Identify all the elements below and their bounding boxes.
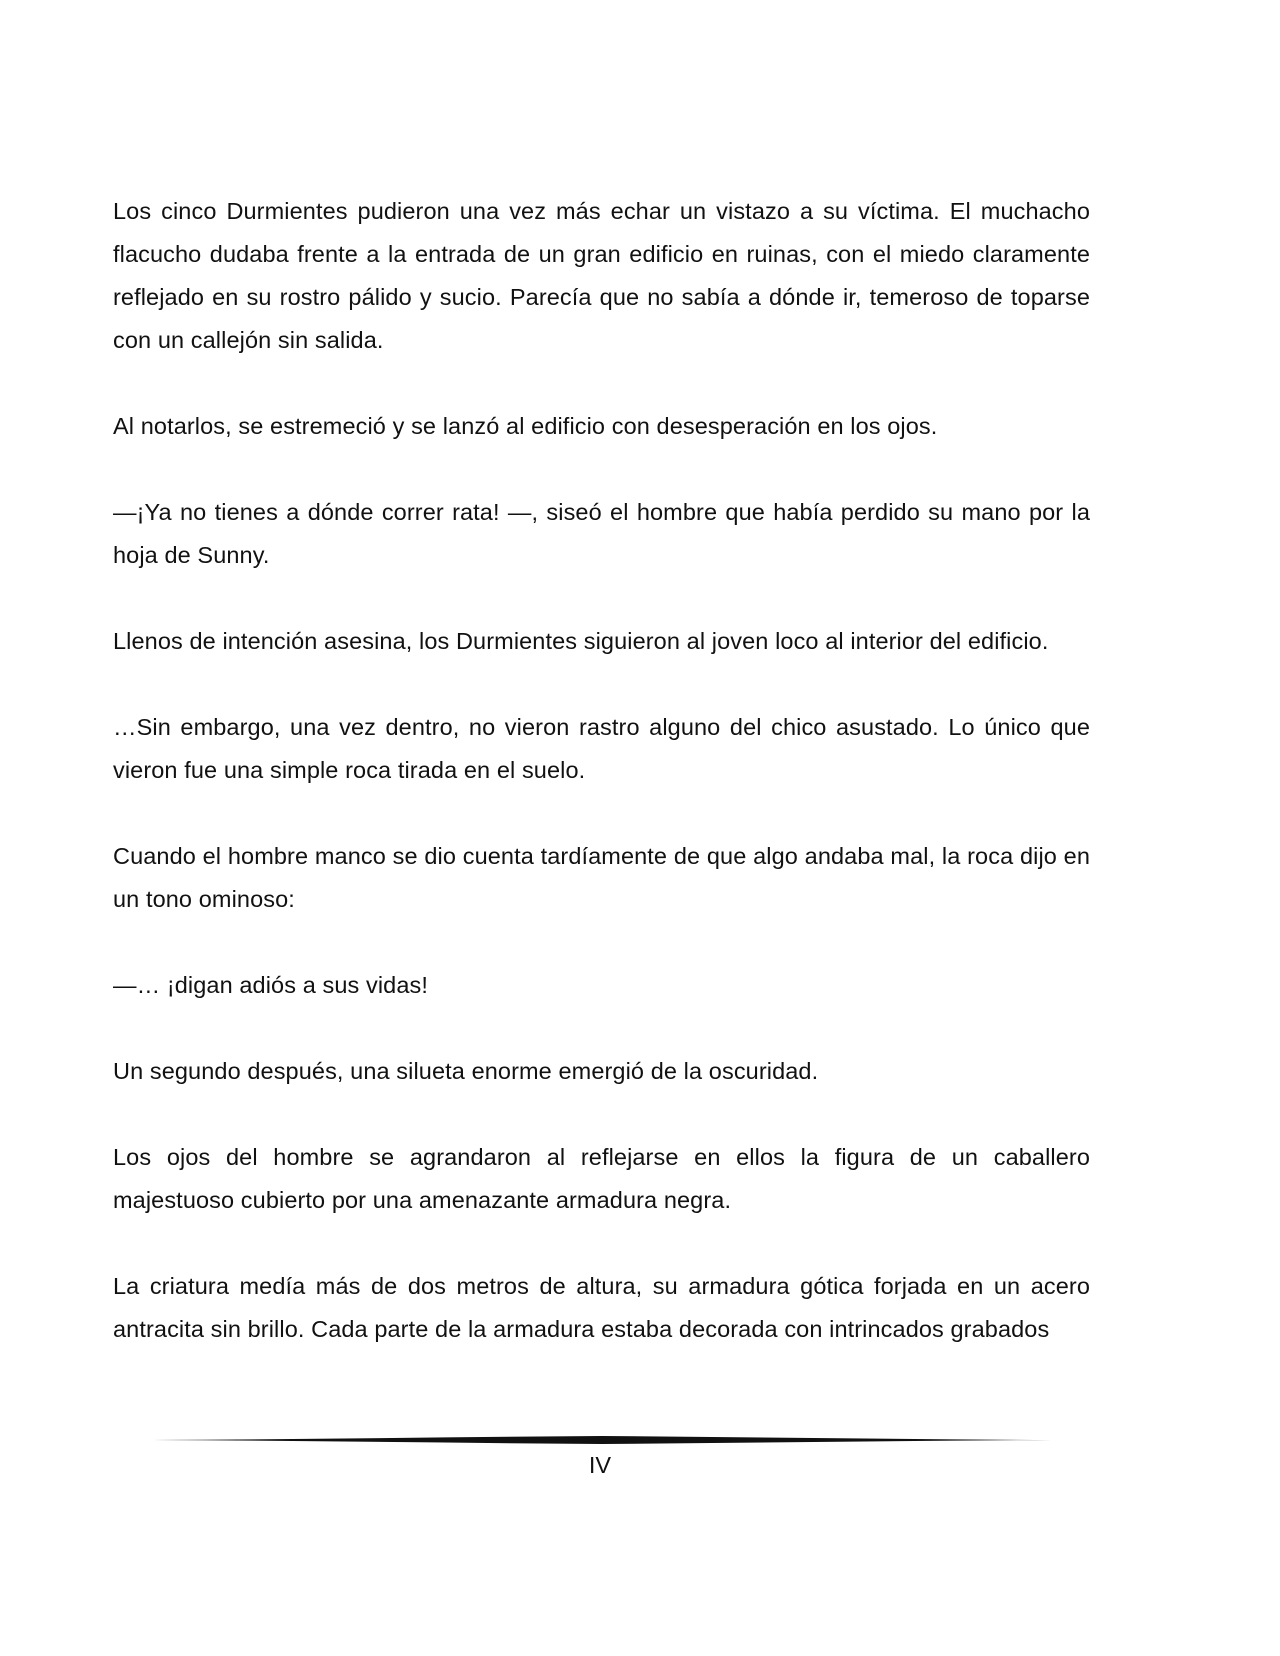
paragraph-4: Llenos de intención asesina, los Durmientes siguieron al joven loco al interior del edificio. xyxy=(113,628,1049,654)
paragraph-7: —… ¡digan adiós a sus vidas! xyxy=(113,972,428,998)
paragraph-6: Cuando el hombre manco se dio cuenta tardíamente de que algo andaba mal, la roca dijo en un tono ominoso: xyxy=(113,843,1090,912)
paragraph-10: La criatura medía más de dos metros de altura, su armadura gótica forjada en un acero antracita sin brillo. Cada parte de la armadura estaba decorada con intrincados grabados xyxy=(113,1273,1090,1342)
footer-divider xyxy=(152,1435,1052,1445)
paragraph-5: …Sin embargo, una vez dentro, no vieron rastro alguno del chico asustado. Lo único que vieron fue una simple roca tirada en el suelo. xyxy=(113,714,1090,783)
paragraph-9: Los ojos del hombre se agrandaron al reflejarse en ellos la figura de un caballero majestuoso cubierto por una amenazante armadura negra. xyxy=(113,1144,1090,1213)
paragraph-1: Los cinco Durmientes pudieron una vez más echar un vistazo a su víctima. El muchacho flacucho dudaba frente a la entrada de un gran edificio en ruinas, con el miedo claramente reflejado en su rostro pálido y sucio. Parecía que no sabía a dónde ir, temeroso de toparse con un callejón sin salida. xyxy=(113,198,1090,353)
page-number: IV xyxy=(588,1452,612,1478)
page-body xyxy=(113,190,1090,1394)
paragraph-3: —¡Ya no tienes a dónde correr rata! —, siseó el hombre que había perdido su mano por la hoja de Sunny. xyxy=(113,499,1090,568)
paragraph-8: Un segundo después, una silueta enorme emergió de la oscuridad. xyxy=(113,1058,819,1084)
paragraph-2: Al notarlos, se estremeció y se lanzó al edificio con desesperación en los ojos. xyxy=(113,413,938,439)
